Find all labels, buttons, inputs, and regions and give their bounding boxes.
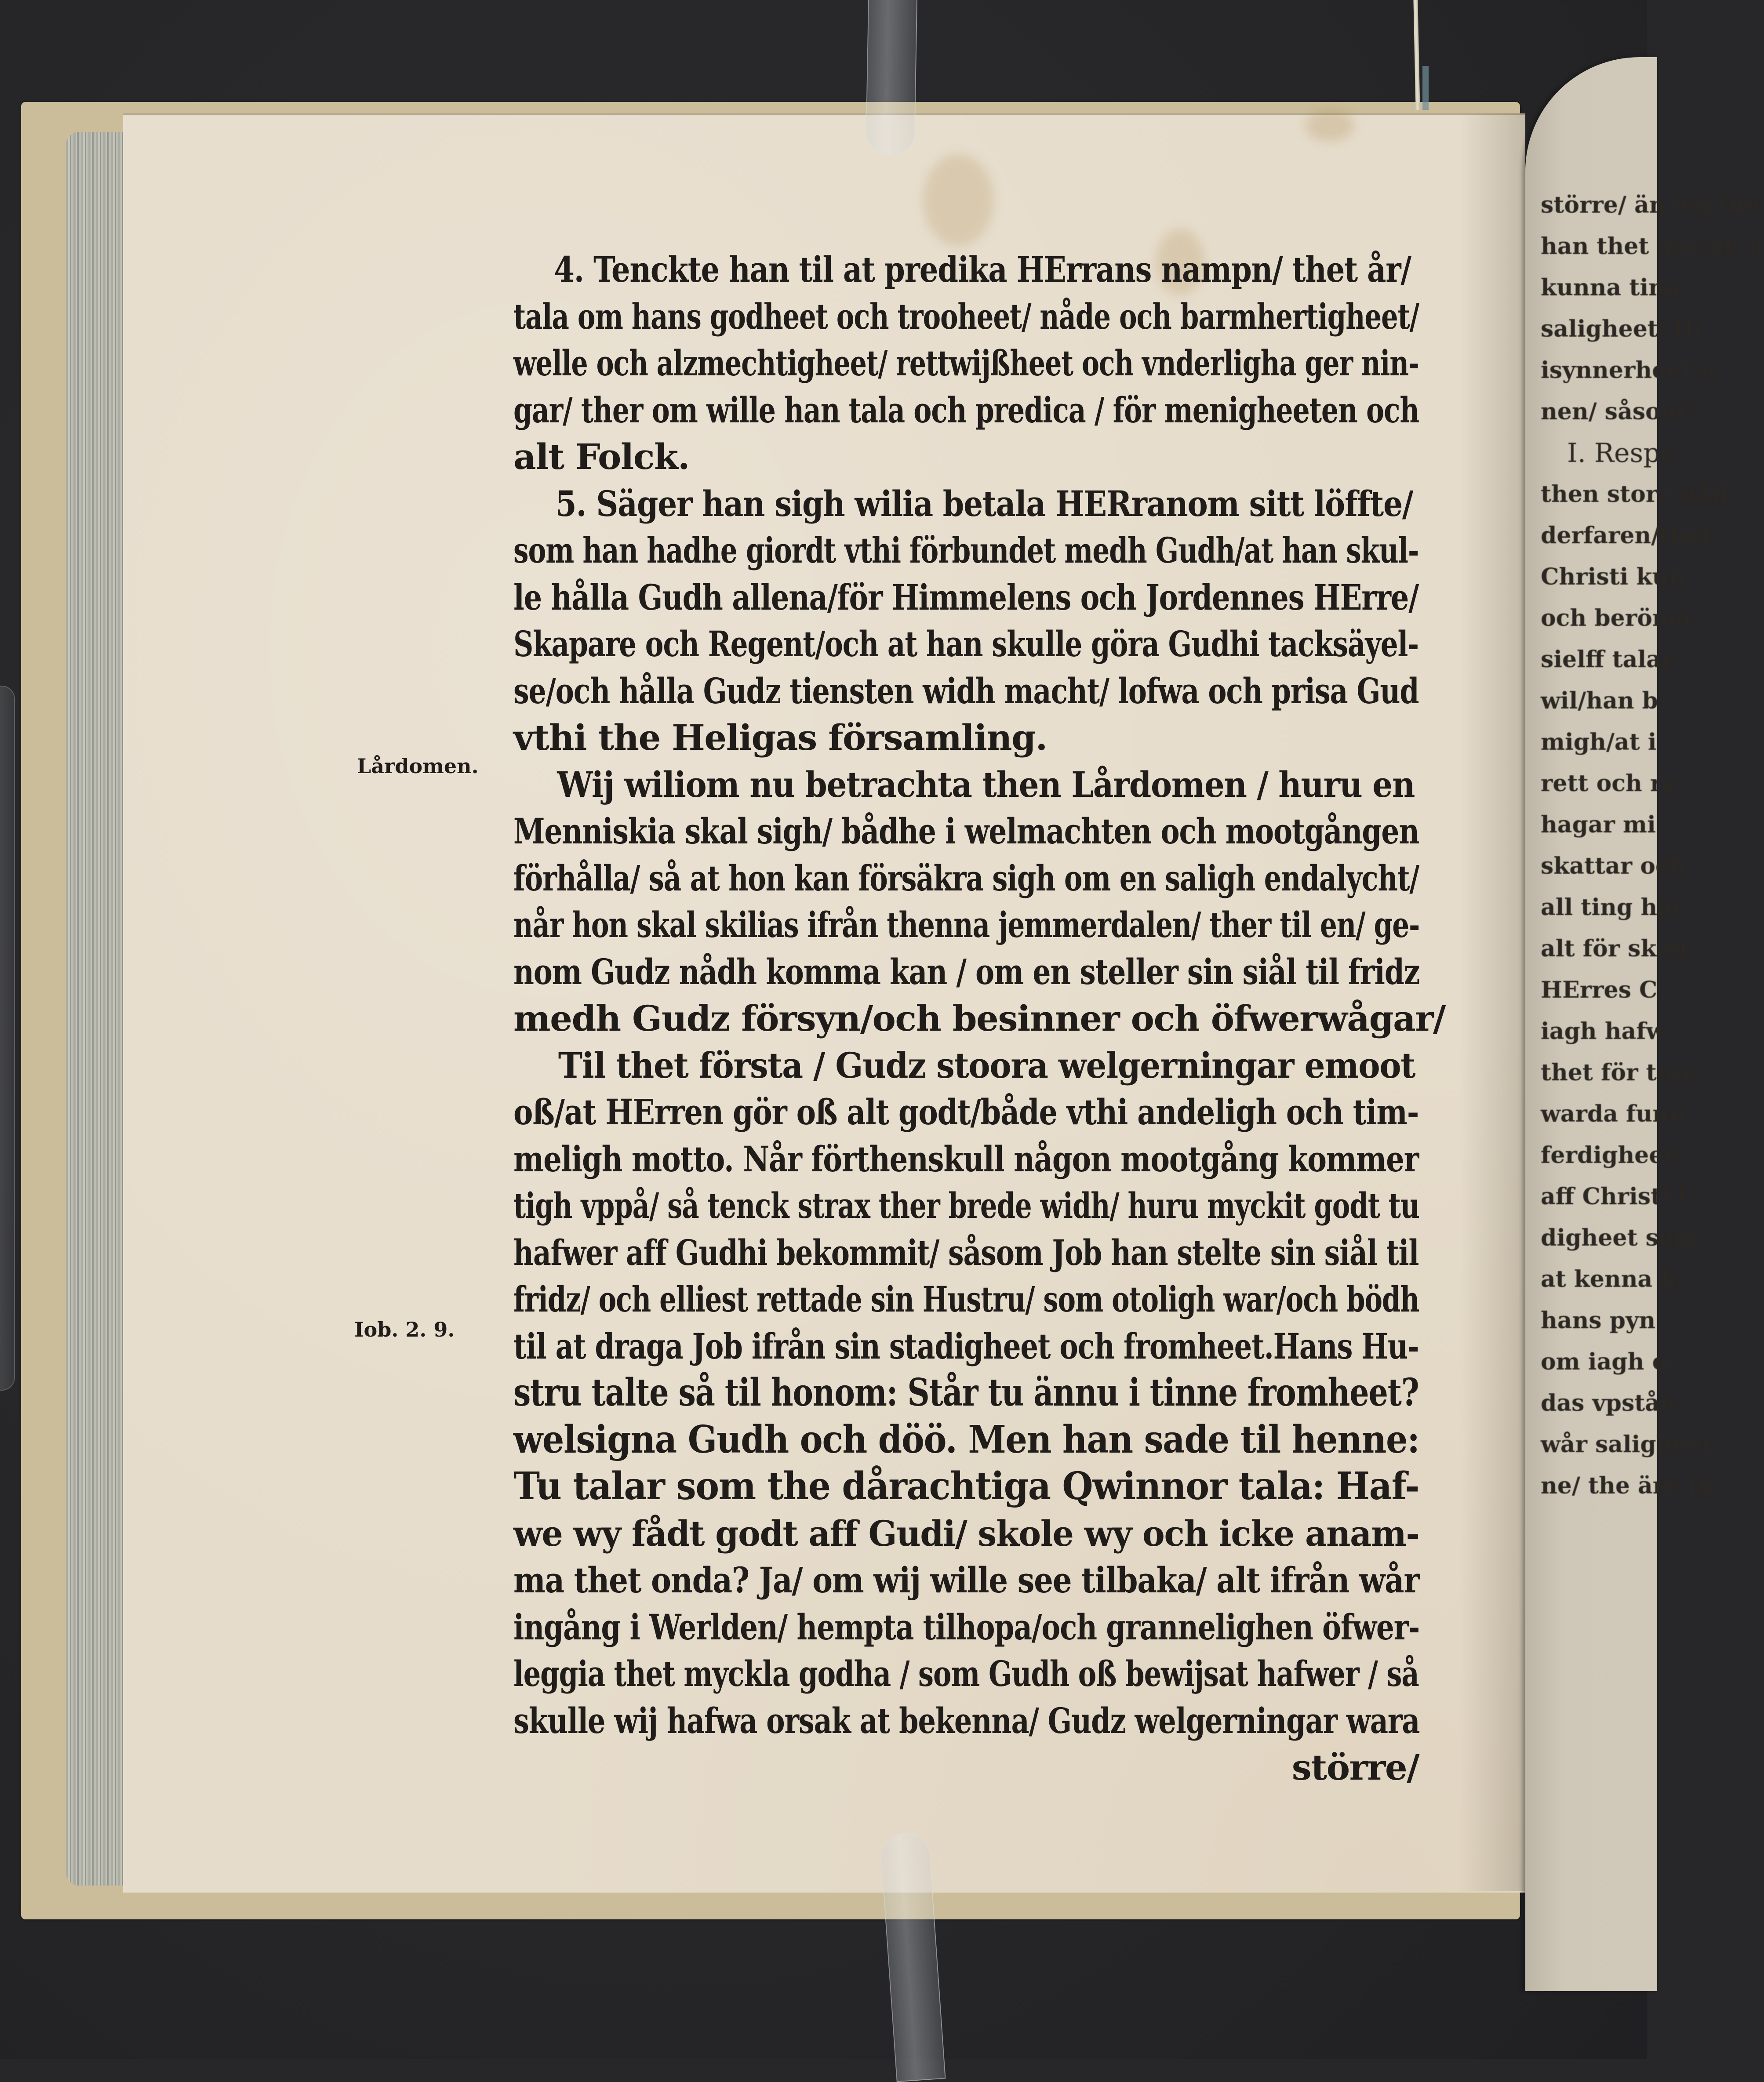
page-edges-fore-edge	[66, 132, 127, 1886]
text-line: se/och hålla Gudz tiensten widh macht/ lofwa och prisa Gud	[513, 670, 1419, 712]
text-line: Til thet första / Gudz stoora welgerningar emoot	[558, 1044, 1415, 1086]
headband-thread	[1422, 66, 1429, 110]
text-line: förhålla/ så at hon kan försäkra sigh om en saligh endalycht/	[513, 857, 1419, 899]
text-line: Menniskia skal sigh/ bådhe i welmachten och mootgången	[513, 810, 1419, 852]
text-line: ingång i Werlden/ hempta tilhopa/och grannelighen öfwer-	[513, 1606, 1420, 1648]
right-page-line: then stora nåd	[1541, 481, 1728, 508]
text-line: le hålla Gudh allena/för Himmelens och Jordennes HErre/	[513, 576, 1418, 618]
right-page-line: rett och re	[1541, 770, 1677, 797]
text-line: meligh motto. Når förthenskull någon mootgång kommer	[513, 1138, 1419, 1180]
right-page-line: HErres C	[1541, 977, 1658, 1003]
right-page-line: skattar och	[1541, 853, 1686, 879]
text-line: Tu talar som the dårachtiga Qwinnor tala: Haf-	[513, 1464, 1419, 1508]
right-page-line: och beröma	[1541, 605, 1691, 632]
right-page-line: hagar mi	[1541, 811, 1656, 838]
text-line: welsigna Gudh och döö. Men han sade til henne:	[513, 1417, 1419, 1462]
right-page-line: alt för skad	[1541, 935, 1688, 962]
marginal-note-lardomen: Lårdomen.	[357, 754, 479, 778]
paper-stain	[923, 154, 993, 247]
right-page-line: sielff talar	[1541, 646, 1673, 673]
text-line: tigh vppå/ så tenck strax ther brede widh/ huru myckit godt tu	[513, 1185, 1419, 1226]
right-page-line: aff Christi t	[1541, 1183, 1688, 1210]
right-page-line: större/ än wij the	[1541, 192, 1760, 218]
right-page-line: han thet giorde n	[1541, 233, 1764, 260]
text-line: når hon skal skilias ifrån thenna jemmerdalen/ ther til en/ ge-	[513, 904, 1420, 945]
text-line: we wy fådt godt aff Gudi/ skole wy och icke anam-	[513, 1512, 1419, 1554]
right-page-line: warda funn	[1541, 1101, 1686, 1127]
right-page-line: hans pyn	[1541, 1307, 1656, 1334]
right-page-line: wår saligheet	[1541, 1431, 1713, 1458]
text-line: 5. Säger han sigh wilia betala HERranom sitt löffte/	[555, 483, 1413, 524]
text-line: Skapare och Regent/och at han skulle göra Gudhi tacksäyel-	[513, 623, 1419, 665]
right-page-line: Christi kun	[1541, 563, 1686, 590]
right-page-line: migh/at i	[1541, 729, 1657, 756]
text-line: alt Folck.	[513, 436, 690, 477]
text-line: oß/at HErren gör oß alt godt/både vthi andeligh och tim-	[513, 1091, 1419, 1133]
right-page-line: I. Respe	[1567, 438, 1676, 469]
text-line: vthi the Heligas församling.	[513, 717, 1047, 758]
right-page-line: all ting hår	[1541, 894, 1684, 921]
right-page-line: nen/ såsom/	[1541, 398, 1693, 425]
right-page-line: at kenna h	[1541, 1266, 1677, 1293]
right-page-line: thet för trec	[1541, 1059, 1697, 1086]
marginal-note-job-reference: Iob. 2. 9.	[354, 1318, 455, 1341]
text-line: hafwer aff Gudhi bekommit/ såsom Job han stelte sin siål til	[513, 1232, 1419, 1273]
right-page-line: digheet som	[1541, 1224, 1698, 1251]
text-line: leggia thet myckla godha / som Gudh oß bewijsat hafwer / så	[513, 1653, 1419, 1694]
text-line: fridz/ och elliest rettade sin Hustru/ som otoligh war/och bödh	[513, 1279, 1419, 1320]
right-page-line: ferdigheet/	[1541, 1142, 1683, 1169]
catchword: större/	[1291, 1747, 1419, 1788]
text-line: Wij wiliom nu betrachta then Lårdomen / huru en	[557, 763, 1415, 805]
text-line: stru talte så til honom: Står tu ännu i tinne fromheet?	[513, 1370, 1419, 1415]
text-line: 4. Tenckte han til at predika HErrans nampn/ thet år/	[554, 249, 1411, 290]
paper-stain	[1306, 110, 1354, 141]
text-line: nom Gudz nådh komma kan / om en steller sin siål til fridz	[513, 951, 1420, 992]
text-line: tala om hans godheet och trooheet/ nåde och barmhertigheet/	[513, 295, 1419, 337]
text-line: medh Gudz försyn/och besinner och öfwerwågar/	[513, 998, 1445, 1039]
right-page-line: isynnerheet n	[1541, 357, 1717, 384]
text-line: gar/ ther om wille han tala och predica / för menigheeten och	[513, 389, 1419, 431]
text-line: welle och alzmechtigheet/ rettwijßheet och vnderligha ger nin-	[513, 342, 1419, 384]
text-line: som han hadhe giordt vthi förbundet medh Gudh/at han skul-	[513, 530, 1419, 571]
right-page-line: iagh hafw	[1541, 1018, 1666, 1045]
right-page-line: kunna tina	[1541, 274, 1680, 301]
text-line: ma thet onda? Ja/ om wij wille see tilbaka/ alt ifrån wår	[513, 1559, 1419, 1601]
plastic-page-clip-top	[866, 0, 917, 156]
right-page-line: derfaren/thet	[1541, 522, 1712, 549]
right-page-line: das vpstån	[1541, 1390, 1677, 1417]
text-line: til at draga Job ifrån sin stadigheet och fromheet.Hans Hu-	[513, 1325, 1419, 1367]
right-page-line: ne/ the äre th	[1541, 1472, 1715, 1499]
right-page-line: saligheet/ th	[1541, 316, 1702, 342]
right-page-line: wil/han b	[1541, 687, 1659, 714]
right-page-text-fragment	[1541, 185, 1764, 1507]
plastic-page-clip-left	[0, 686, 15, 1391]
text-line: skulle wij hafwa orsak at bekenna/ Gudz welgerningar wara	[513, 1700, 1420, 1741]
main-text-block	[513, 246, 1445, 1791]
gutter-shadow	[1459, 113, 1525, 1891]
right-page-line: om iagh o	[1541, 1348, 1668, 1375]
